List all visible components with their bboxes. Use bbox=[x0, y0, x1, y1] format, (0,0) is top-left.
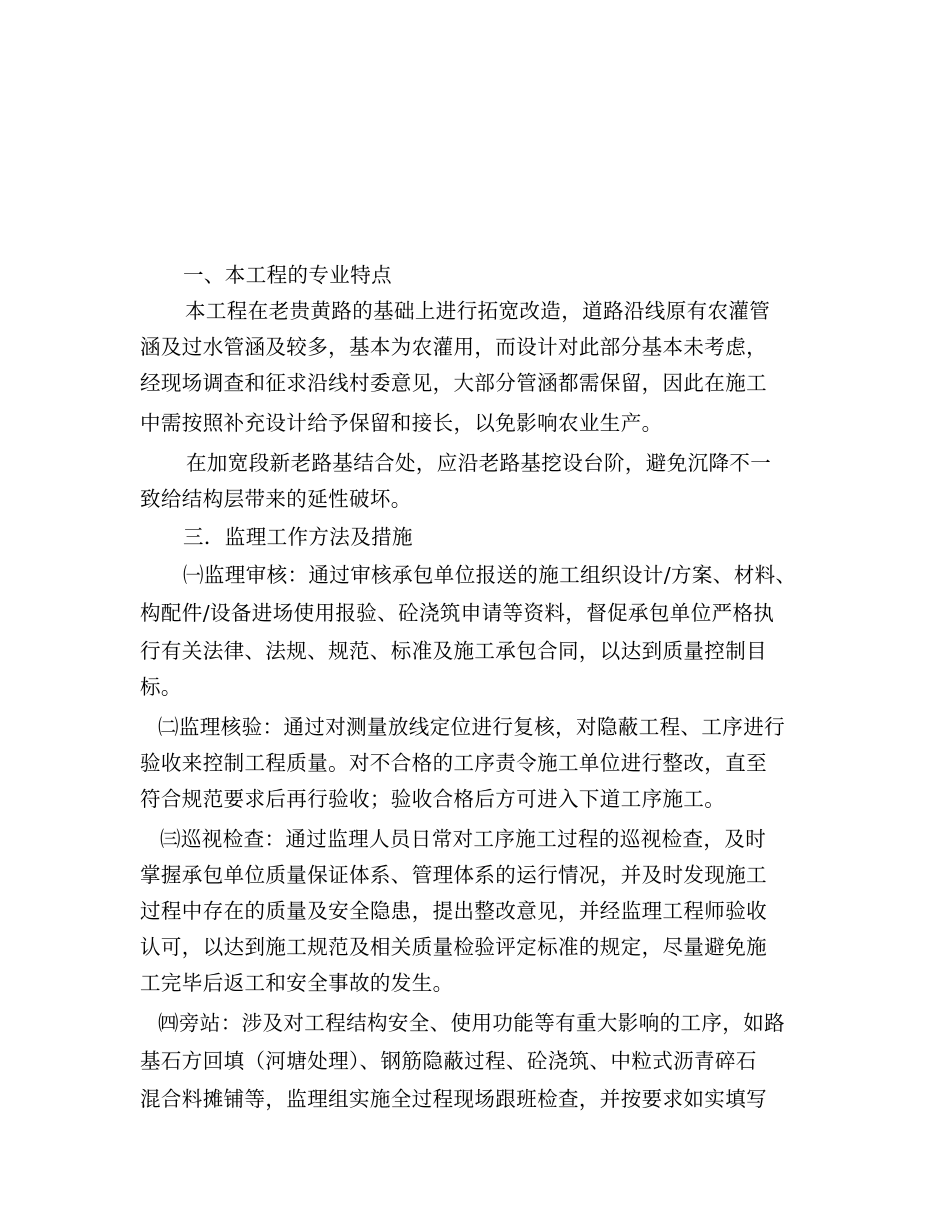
paragraph-line: 验收来控制工程质量。对不合格的工序责令施工单位进行整改，直至 bbox=[140, 751, 767, 775]
paragraph-line: 致给结构层带来的延性破坏。 bbox=[140, 487, 412, 511]
paragraph-line: 行有关法律、法规、规范、标准及施工承包合同，以达到质量控制目 bbox=[140, 639, 767, 663]
paragraph-line: 经现场调查和征求沿线村委意见，大部分管涵都需保留，因此在施工 bbox=[140, 371, 767, 395]
paragraph-line: 标。 bbox=[140, 675, 182, 699]
paragraph-line: 在加宽段新老路基结合处，应沿老路基挖设台阶，避免沉降不一 bbox=[186, 451, 772, 475]
paragraph-line: 本工程在老贵黄路的基础上进行拓宽改造，道路沿线原有农灌管 bbox=[185, 299, 771, 323]
section-heading: 三．监理工作方法及措施 bbox=[183, 525, 413, 549]
paragraph-line: 构配件/设备进场使用报验、砼浇筑申请等资料，督促承包单位严格执 bbox=[140, 601, 775, 625]
paragraph-line: 混合料摊铺等，监理组实施全过程现场跟班检查，并按要求如实填写 bbox=[140, 1087, 767, 1111]
paragraph-line: 涵及过水管涵及较多，基本为农灌用，而设计对此部分基本未考虑， bbox=[140, 335, 767, 359]
paragraph-line: 符合规范要求后再行验收；验收合格后方可进入下道工序施工。 bbox=[140, 787, 726, 811]
paragraph-line: 中需按照补充设计给予保留和接长，以免影响农业生产。 bbox=[140, 411, 663, 435]
paragraph-line: ㈠监理审核：通过审核承包单位报送的施工组织设计/方案、材料、 bbox=[183, 563, 797, 587]
paragraph-line: ㈣旁站：涉及对工程结构安全、使用功能等有重大影响的工序，如路 bbox=[158, 1011, 785, 1035]
section-heading: 一、本工程的专业特点 bbox=[183, 263, 392, 287]
paragraph-line: ㈡监理核验：通过对测量放线定位进行复核，对隐蔽工程、工序进行 bbox=[158, 715, 785, 739]
paragraph-line: 过程中存在的质量及安全隐患，提出整改意见，并经监理工程师验收 bbox=[140, 899, 767, 923]
paragraph-line: 基石方回填（河塘处理）、钢筋隐蔽过程、砼浇筑、中粒式沥青碎石 bbox=[140, 1049, 757, 1073]
paragraph-line: 掌握承包单位质量保证体系、管理体系的运行情况，并及时发现施工 bbox=[140, 863, 767, 887]
paragraph-line: ㈢巡视检查：通过监理人员日常对工序施工过程的巡视检查，及时 bbox=[160, 827, 767, 851]
paragraph-line: 认可，以达到施工规范及相关质量检验评定标准的规定，尽量避免施 bbox=[140, 935, 767, 959]
paragraph-line: 工完毕后返工和安全事故的发生。 bbox=[140, 971, 454, 995]
